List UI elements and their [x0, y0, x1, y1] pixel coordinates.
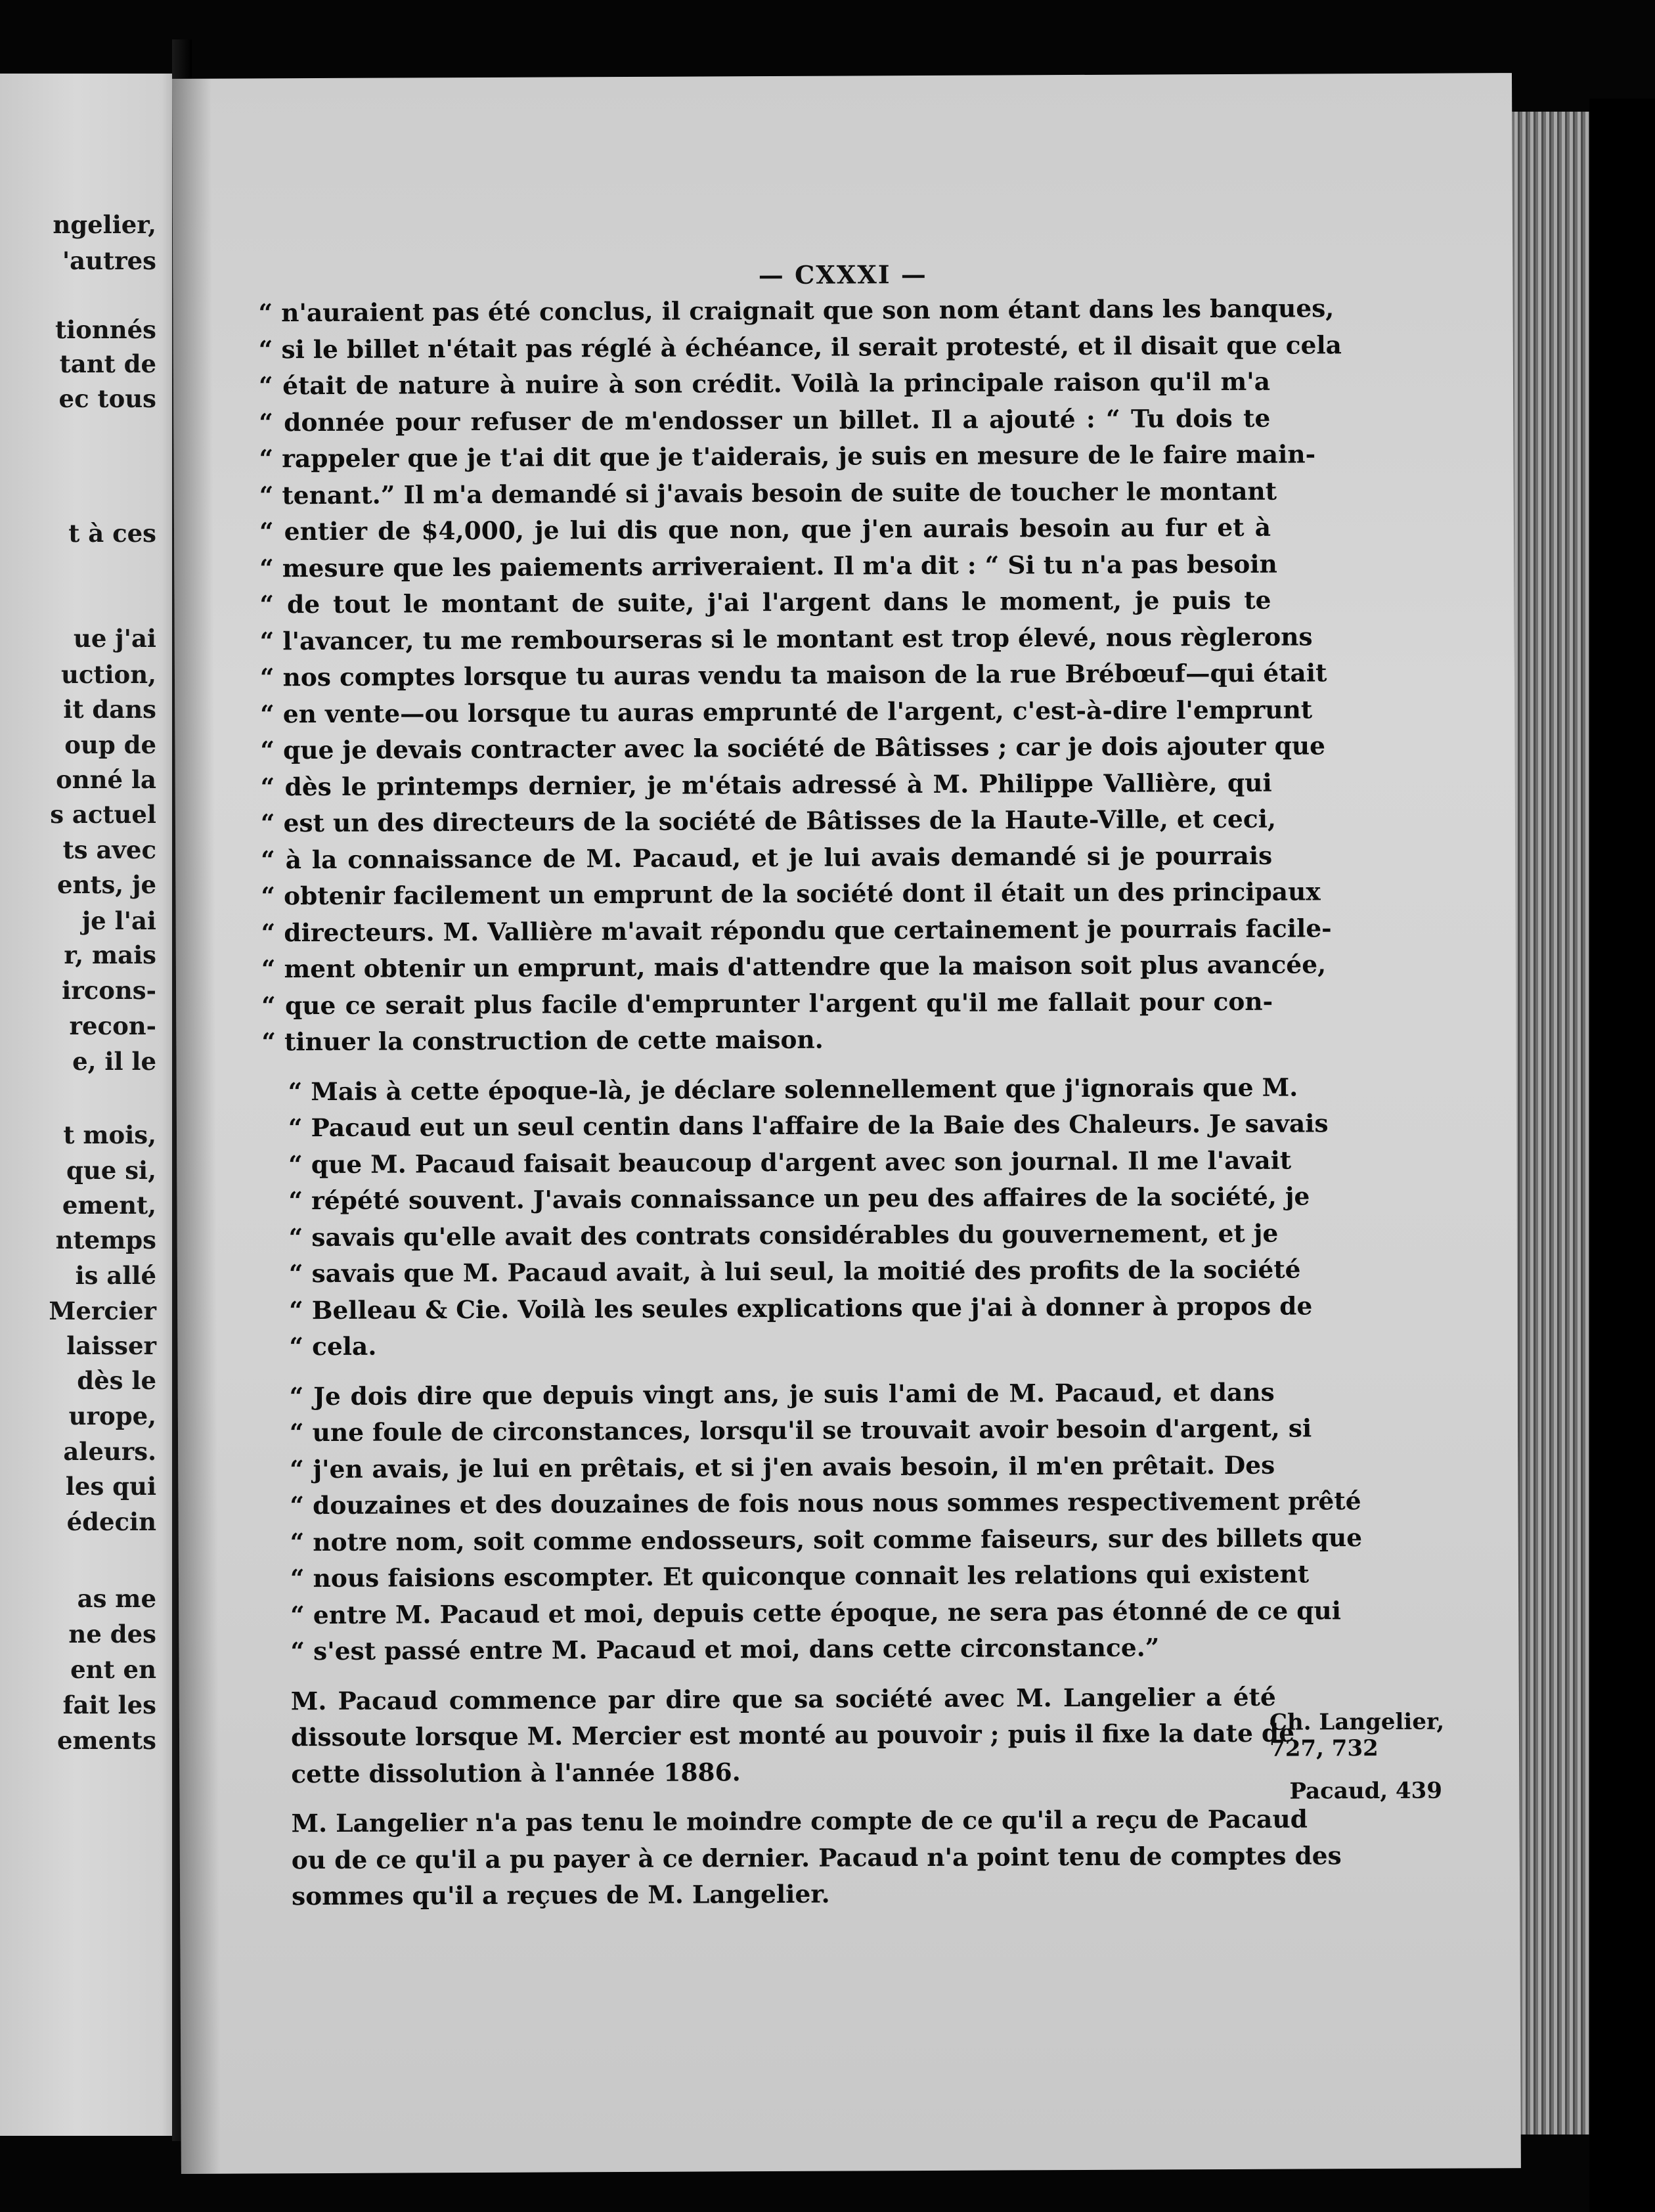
- text-line: “ en vente—ou lorsque tu auras emprunté de l'argent, c'est-à-dire l'emprunt: [260, 694, 1313, 728]
- left-page-line: édecin: [66, 1507, 156, 1536]
- left-page-line: ent en: [70, 1655, 156, 1684]
- text-line: “ une foule de circonstances, lorsqu'il se trouvait avoir besoin d'argent, si: [289, 1413, 1312, 1448]
- text-line: “ Je dois dire que depuis vingt ans, je suis l'ami de M. Pacaud, et dans: [289, 1377, 1275, 1411]
- left-page-line: e, il le: [72, 1047, 156, 1076]
- text-line: “ douzaines et des douzaines de fois nous nous sommes respectivement prêté: [290, 1486, 1361, 1520]
- left-page-line: ts avec: [62, 835, 156, 864]
- left-page-line: tant de: [59, 349, 156, 378]
- text-line: M. Pacaud commence par dire que sa société avec M. Langelier a été: [290, 1682, 1276, 1715]
- left-page-line: ntemps: [55, 1226, 156, 1254]
- text-line: M. Langelier n'a pas tenu le moindre compte de ce qu'il a reçu de Pacaud: [291, 1804, 1308, 1838]
- left-page-line: t à ces: [68, 519, 156, 548]
- left-facing-page: [0, 74, 190, 2136]
- left-page-line: it dans: [63, 695, 156, 724]
- background-right: [1589, 99, 1655, 2212]
- text-line: “ tinuer la construction de cette maison.: [261, 1025, 824, 1057]
- margin-note: Pacaud, 439: [1289, 1777, 1443, 1805]
- left-page-line: ements: [56, 1726, 156, 1755]
- text-line: “ obtenir facilement un emprunt de la société dont il était un des principaux: [261, 877, 1321, 911]
- paragraph: [265, 1802, 1342, 1915]
- text-line: “ entier de $4,000, je lui dis que non, que j'en aurais besoin au fur et à: [259, 512, 1271, 546]
- text-line: “ ment obtenir un emprunt, mais d'attendre que la maison soit plus avancée,: [261, 950, 1327, 984]
- text-line: “ Mais à cette époque-là, je déclare solennellement que j'ignorais que M.: [288, 1073, 1298, 1106]
- left-page-line: oup de: [64, 730, 156, 759]
- paragraph: [258, 291, 1342, 1061]
- text-line: “ Pacaud eut un seul centin dans l'affaire de la Baie des Chaleurs. Je savais: [288, 1109, 1329, 1143]
- text-line: “ savais qu'elle avait des contrats considérables du gouvernement, et je: [288, 1218, 1279, 1252]
- text-line: “ que je devais contracter avec la société de Bâtisses ; car je dois ajouter que: [260, 731, 1326, 765]
- text-line: “ de tout le montant de suite, j'ai l'argent dans le moment, je puis te: [259, 585, 1271, 619]
- left-page-line: is allé: [75, 1261, 156, 1290]
- left-page-line: ne des: [68, 1620, 156, 1648]
- text-line: “ rappeler que je t'ai dit que je t'aiderais, je suis en mesure de le faire main-: [259, 439, 1316, 474]
- left-page-line: tionnés: [55, 315, 156, 344]
- text-line: “ à la connaissance de M. Pacaud, et je lui avais demandé si je pourrais: [261, 841, 1273, 874]
- text-line: “ directeurs. M. Vallière m'avait répondu que certainement je pourrais facile-: [261, 913, 1332, 947]
- text-line: “ répété souvent. J'avais connaissance un peu des affaires de la société, je: [288, 1182, 1310, 1216]
- page-shadow: [172, 79, 221, 2174]
- left-page-line: aleurs.: [63, 1437, 156, 1466]
- text-line: dissoute lorsque M. Mercier est monté au pouvoir ; puis il fixe la date de: [290, 1718, 1295, 1752]
- text-line: “ nous faisions escompter. Et quiconque connait les relations qui existent: [290, 1559, 1310, 1593]
- left-page-line: t mois,: [63, 1120, 156, 1149]
- text-line: “ j'en avais, je lui en prêtais, et si j'en avais besoin, il m'en prêtait. Des: [290, 1450, 1275, 1484]
- text-line: “ nos comptes lorsque tu auras vendu ta maison de la rue Brébœuf—qui était: [259, 658, 1327, 692]
- text-line: “ que M. Pacaud faisait beaucoup d'argent avec son journal. Il me l'avait: [288, 1145, 1292, 1179]
- text-line: “ l'avancer, tu me rembourseras si le montant est trop élevé, nous règlerons: [259, 621, 1313, 655]
- left-page-line: laisser: [66, 1331, 156, 1360]
- text-line: “ est un des directeurs de la société de Bâtisses de la Haute-Ville, et ceci,: [260, 804, 1277, 838]
- left-page-line: je l'ai: [81, 906, 156, 935]
- text-line: “ n'auraient pas été conclus, il craignait que son nom étant dans les banques,: [258, 294, 1335, 328]
- left-page-line: ircons-: [62, 976, 156, 1005]
- text-line: “ s'est passé entre M. Pacaud et moi, dans cette circonstance.”: [290, 1633, 1160, 1666]
- left-page-line: uction,: [60, 660, 156, 689]
- left-page-line: Mercier: [49, 1296, 156, 1325]
- paragraph: [265, 1679, 1295, 1792]
- text-line: “ cela.: [289, 1331, 377, 1361]
- left-page-line: ec tous: [58, 384, 156, 413]
- left-page-line: 'autres: [62, 246, 156, 275]
- text-line: “ donnée pour refuser de m'endosser un billet. Il a ajouté : “ Tu dois te: [259, 403, 1271, 437]
- text-line: “ était de nature à nuire à son crédit. Voilà la principale raison qu'il m'a: [258, 366, 1271, 401]
- left-page-line: ue j'ai: [73, 624, 156, 653]
- paragraph: [263, 1374, 1363, 1670]
- text-line: cette dissolution à l'année 1886.: [291, 1757, 741, 1788]
- left-page-line: ement,: [62, 1191, 156, 1220]
- text-line: “ tenant.” Il m'a demandé si j'avais besoin de suite de toucher le montant: [259, 476, 1277, 510]
- left-page-line: as me: [77, 1584, 156, 1613]
- left-page-line: onné la: [56, 765, 156, 794]
- text-line: “ savais que M. Pacaud avait, à lui seul, la moitié des profits de la société: [288, 1254, 1301, 1289]
- text-line: ou de ce qu'il a pu payer à ce dernier. Pacaud n'a point tenu de comptes des: [291, 1840, 1342, 1874]
- text-line: sommes qu'il a reçues de M. Langelier.: [291, 1879, 830, 1911]
- text-line: “ que ce serait plus facile d'emprunter l'argent qu'il me fallait pour con-: [261, 986, 1273, 1020]
- left-page-line: que si,: [66, 1156, 156, 1185]
- text-line: “ notre nom, soit comme endosseurs, soit comme faiseurs, sur des billets que: [290, 1522, 1363, 1557]
- paragraph: [262, 1069, 1329, 1365]
- text-line: “ entre M. Pacaud et moi, depuis cette époque, ne sera pas étonné de ce qui: [290, 1595, 1342, 1629]
- margin-note: 727, 732: [1269, 1735, 1379, 1762]
- left-page-line: s actuel: [50, 800, 156, 829]
- left-page-line: recon-: [69, 1011, 156, 1040]
- left-page-line: urope,: [68, 1402, 156, 1430]
- page-header: — CXXXI —: [758, 259, 927, 290]
- left-page-line: ents, je: [56, 870, 156, 899]
- margin-note: Ch. Langelier,: [1269, 1708, 1445, 1736]
- left-page-line: les qui: [65, 1472, 156, 1501]
- main-page: [172, 73, 1521, 2174]
- left-page-line: fait les: [62, 1691, 156, 1719]
- left-page-line: ngelier,: [53, 210, 156, 239]
- text-line: “ dès le printemps dernier, je m'étais adressé à M. Philippe Vallière, qui: [260, 768, 1272, 801]
- text-line: “ si le billet n'était pas réglé à échéance, il serait protesté, et il disait que cela: [258, 330, 1342, 364]
- text-line: “ Belleau & Cie. Voilà les seules explications que j'ai à donner à propos de: [289, 1291, 1313, 1325]
- left-page-line: dès le: [77, 1366, 156, 1395]
- left-page-line: r, mais: [64, 940, 156, 969]
- text-line: “ mesure que les paiements arriveraient. Il m'a dit : “ Si tu n'a pas besoin: [259, 549, 1277, 583]
